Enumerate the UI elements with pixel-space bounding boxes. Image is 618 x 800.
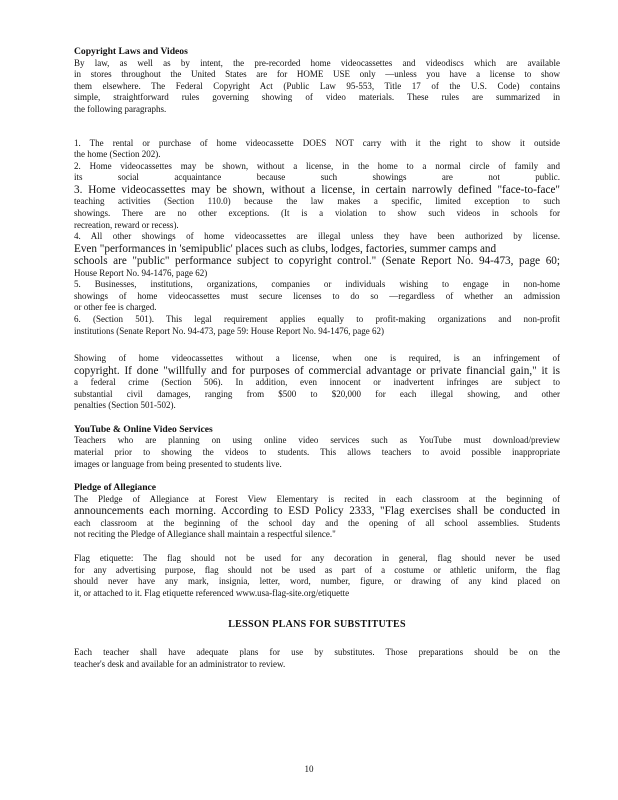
copyright-heading: Copyright Laws and Videos: [74, 46, 188, 57]
copyright-item-line: recreation, reward or recess).: [74, 219, 179, 230]
infringement-line: substantial civil damages, ranging from $500 to $20,000 for each illegal showing, and other: [74, 388, 560, 399]
flag-etiquette-line: for any advertising purpose, flag should not be used as part of a costume or athletic uniform, the flag: [74, 564, 560, 575]
copyright-item-line: Even "performances in 'semipublic' places such as clubs, lodges, factories, summer camps and: [74, 242, 497, 255]
lesson-plans-line: teacher's desk and available for an administrator to review.: [74, 658, 286, 669]
copyright-item-line: showings. There are no other exceptions. (It is a violation to show such videos in schools for: [74, 207, 560, 218]
copyright-item-line: or other fee is charged.: [74, 302, 157, 313]
pledge-line: each classroom at the beginning of the school day and the opening of all school assemblies. Students: [74, 517, 560, 528]
copyright-intro-line: simple, straightforward rules governing showing of video materials. These rules are summarized in: [74, 92, 560, 103]
copyright-item-line: institutions (Senate Report No. 94-473, page 59: House Report No. 94-1476, page 62): [74, 325, 384, 336]
copyright-item-line: 4. All other showings of home videocassettes are illegal unless they have been authorized by license.: [74, 231, 560, 242]
lesson-plans-heading: LESSON PLANS FOR SUBSTITUTES: [228, 619, 406, 631]
lesson-plans-line: Each teacher shall have adequate plans for use by substitutes. Those preparations should be on the: [74, 647, 560, 657]
copyright-item-line: 6. (Section 501). This legal requirement applies equally to profit-making organizations and non-profit: [74, 313, 560, 324]
flag-etiquette-line: should never have any mark, insignia, letter, word, number, figure, or drawing of any kind placed on: [74, 576, 560, 587]
copyright-item-line: 1. The rental or purchase of home videocassette DOES NOT carry with it the right to show it outside: [74, 137, 560, 148]
youtube-heading: YouTube & Online Video Services: [74, 423, 213, 435]
infringement-line: copyright. If done "willfully and for purposes of commercial advantage or private financial gain," it is: [74, 364, 560, 377]
youtube-line: images or language from being presented to students live.: [74, 458, 282, 469]
copyright-item-line: showings of home videocassettes must secure licenses to do so —regardless of whether an admission: [74, 290, 560, 301]
flag-etiquette-line: Flag etiquette: The flag should not be used for any decoration in general, flag should never be used: [74, 553, 560, 564]
page-number: 10: [304, 764, 314, 774]
infringement-line: penalties (Section 501-502).: [74, 400, 176, 411]
pledge-line: not reciting the Pledge of Allegiance shall maintain a respectful silence.": [74, 529, 336, 540]
flag-etiquette-line: it, or attached to it. Flag etiquette referenced www.usa-flag-site.org/etiquette: [74, 587, 350, 598]
pledge-heading: Pledge of Allegiance: [74, 482, 157, 494]
copyright-item-line: 3. Home videocassettes may be shown, without a license, in certain narrowly defined "face-to-face": [74, 183, 560, 196]
pledge-line: The Pledge of Allegiance at Forest View Elementary is recited in each classroom at the beginning of: [74, 493, 560, 504]
copyright-item-line: its social acquaintance because such showings are not public.: [74, 172, 560, 183]
document-page: [74, 46, 560, 670]
youtube-line: material prior to showing the videos to students. This allows teachers to avoid possible inappropriate: [74, 447, 560, 458]
copyright-item-line: the home (Section 202).: [74, 149, 161, 160]
infringement-line: a federal crime (Section 506). In addition, even innocent or inadvertent infringes are subject to: [74, 377, 560, 388]
copyright-item-line: teaching activities (Section 110.0) because the law makes a specific, limited exception to such: [74, 196, 560, 207]
copyright-item-line: House Report No. 94-1476, page 62): [74, 267, 208, 278]
copyright-intro-line: in stores throughout the United States are for HOME USE only —unless you have a license to show: [74, 69, 560, 80]
copyright-intro-line: By law, as well as by intent, the pre-recorded home videocassettes and videodiscs which are available: [74, 57, 560, 68]
copyright-item-line: 5. Businesses, institutions, organizations, companies or individuals wishing to engage in non-home: [74, 279, 560, 290]
copyright-intro-line: the following paragraphs.: [74, 103, 167, 114]
copyright-item-line: schools are "public" performance subject to copyright control." (Senate Report No. 94-473, page 60;: [74, 255, 560, 268]
copyright-intro-line: them elsewhere. The Federal Copyright Act (Public Law 95-553, Title 17 of the U.S. Code) contains: [74, 80, 560, 91]
copyright-item-line: 2. Home videocassettes may be shown, without a license, in the home to a normal circle of family and: [74, 160, 560, 171]
infringement-line: Showing of home videocassettes without a license, when one is required, is an infringement of: [74, 353, 560, 364]
pledge-line: announcements each morning. According to ESD Policy 2333, "Flag exercises shall be conducted in: [74, 505, 560, 518]
youtube-line: Teachers who are planning on using online video services such as YouTube must download/preview: [74, 435, 560, 446]
